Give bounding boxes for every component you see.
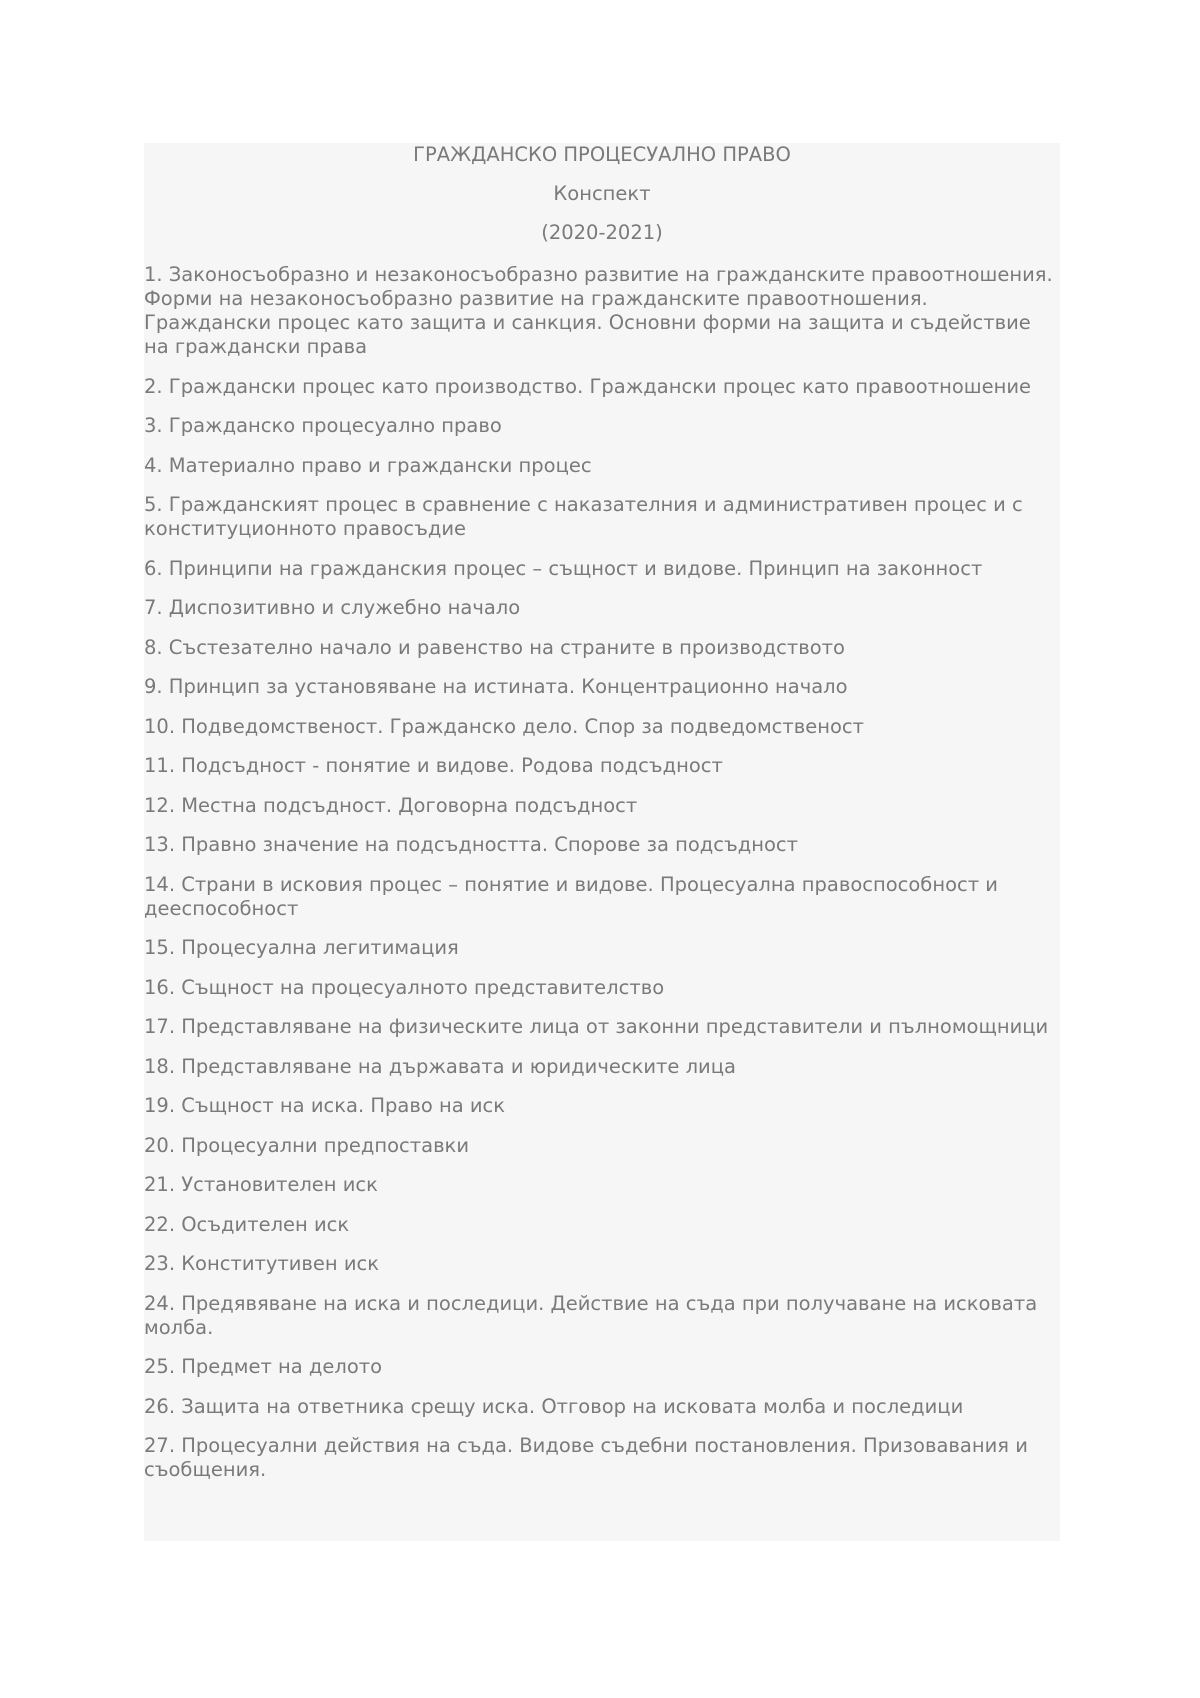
- topic-item: 20. Процесуални предпоставки: [144, 1133, 470, 1157]
- topic-item: 17. Представляване на физическите лица от законни представители и пълномощници: [144, 1015, 1049, 1038]
- topic-item: 19. Същност на иска. Право на иск: [144, 1094, 506, 1117]
- topic-item: 21. Установителен иск: [144, 1173, 378, 1196]
- topic-list: [144, 263, 1060, 1482]
- topic-item: 12. Местна подсъдност. Договорна подсъдност: [144, 793, 638, 817]
- topic-item: 15. Процесуална легитимация: [144, 936, 459, 959]
- topic-item: 22. Осъдителен иск: [144, 1212, 350, 1236]
- topic-item: 11. Подсъдност - понятие и видове. Родова подсъдност: [144, 754, 723, 777]
- document-subtitle: Конспект: [553, 182, 651, 205]
- topic-item: 25. Предмет на делото: [144, 1355, 383, 1378]
- topic-item: 6. Принципи на гражданския процес – същност и видове. Принцип на законност: [144, 556, 983, 580]
- topic-item: 10. Подведомственост. Гражданско дело. Спор за подведомственост: [144, 714, 864, 738]
- topic-item: 24. Предявяване на иска и последици. Действие на съда при получаване на исковата молба.: [144, 1291, 1038, 1339]
- topic-item: 23. Конститутивен иск: [144, 1252, 380, 1275]
- document-title: ГРАЖДАНСКО ПРОЦЕСУАЛНО ПРАВО: [413, 143, 791, 166]
- document-page: [144, 143, 1060, 1541]
- topic-item: 26. Защита на ответника срещу иска. Отговор на исковата молба и последици: [144, 1394, 964, 1418]
- topic-item: 1. Законосъобразно и незаконосъобразно развитие на гражданските правоотношения. Форми на незаконосъобразно развитие на гражданските правоотношения. Граждански процес като защита и санкция. Основни форми на защита и съдействие на граждански права: [144, 263, 1053, 358]
- topic-item: 8. Състезателно начало и равенство на страните в производството: [144, 635, 845, 659]
- topic-item: 2. Граждански процес като производство. Граждански процес като правоотношение: [144, 374, 1032, 398]
- topic-item: 7. Диспозитивно и служебно начало: [144, 596, 521, 619]
- topic-item: 16. Същност на процесуалното представителство: [144, 975, 665, 999]
- topic-item: 4. Материално право и граждански процес: [144, 453, 592, 477]
- topic-item: 3. Гражданско процесуално право: [144, 414, 502, 437]
- topic-item: 5. Гражданският процес в сравнение с наказателния и административен процес и с конституционното правосъдие: [144, 493, 1023, 540]
- topic-item: 9. Принцип за установяване на истината. Концентрационно начало: [144, 675, 848, 698]
- topic-item: 13. Правно значение на подсъдността. Спорове за подсъдност: [144, 833, 798, 856]
- document-year: (2020-2021): [541, 221, 663, 244]
- topic-item: 18. Представляване на държавата и юридическите лица: [144, 1054, 736, 1078]
- topic-item: 14. Страни в исковия процес – понятие и видове. Процесуална правоспособност и дееспособност: [144, 872, 998, 920]
- topic-item: 27. Процесуални действия на съда. Видове съдебни постановления. Призовавания и съобщения.: [144, 1434, 1028, 1481]
